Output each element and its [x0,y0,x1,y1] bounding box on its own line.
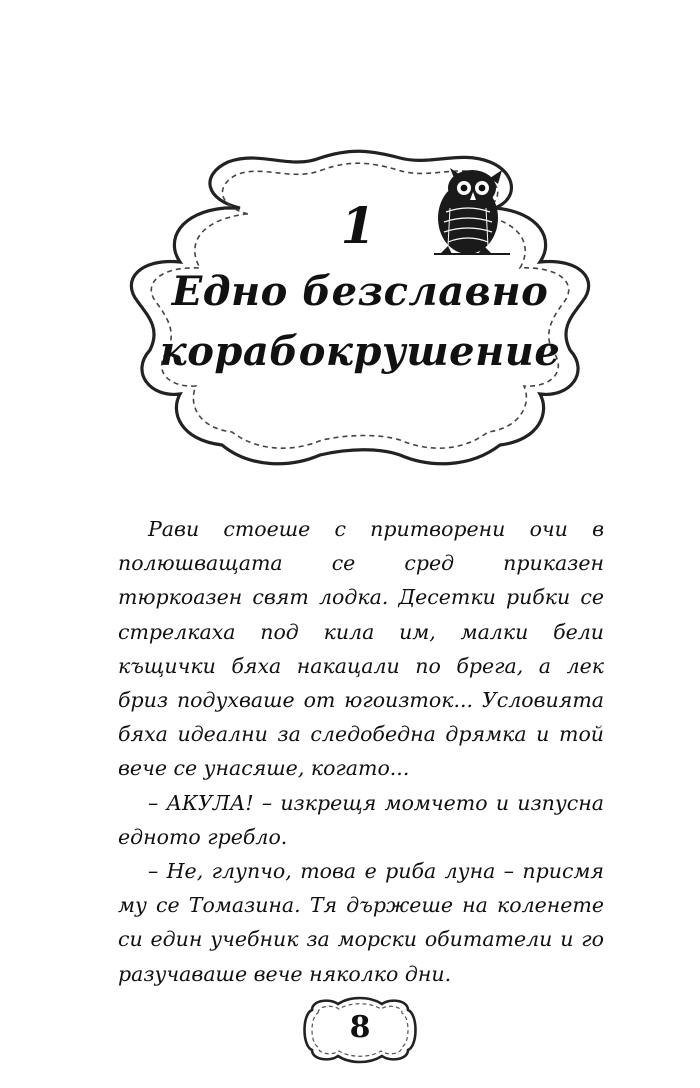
owl-icon [434,168,510,254]
paragraph: – Не, глупчо, това е риба луна – присмя му се Томазина. Тя държеше на коленете си един учебник за морски обитатели и го разучаваше вече няколко дни. [118,859,604,986]
chapter-number: 1 [340,196,376,255]
chapter-title-line2: корабокрушение [159,328,561,375]
paragraph: – АКУЛА! – изкрещя момчето и изпусна едното гребло. [118,790,604,849]
chapter-title-line1: Едно безславно [171,268,549,315]
page-number: 8 [349,1010,371,1045]
paragraph: Рави стоеше с притворени очи в полюшващата се сред приказен тюркоазен свят лодка. Десетки рибки се стрелкаха под кила им, малки бели къщички бяха накацали по брега, а лек бриз подухваше от югоизток... Условията бяха идеални за следобедна дрямка и той вече се унасяше, когато... [118,517,604,781]
body-text [118,512,604,991]
